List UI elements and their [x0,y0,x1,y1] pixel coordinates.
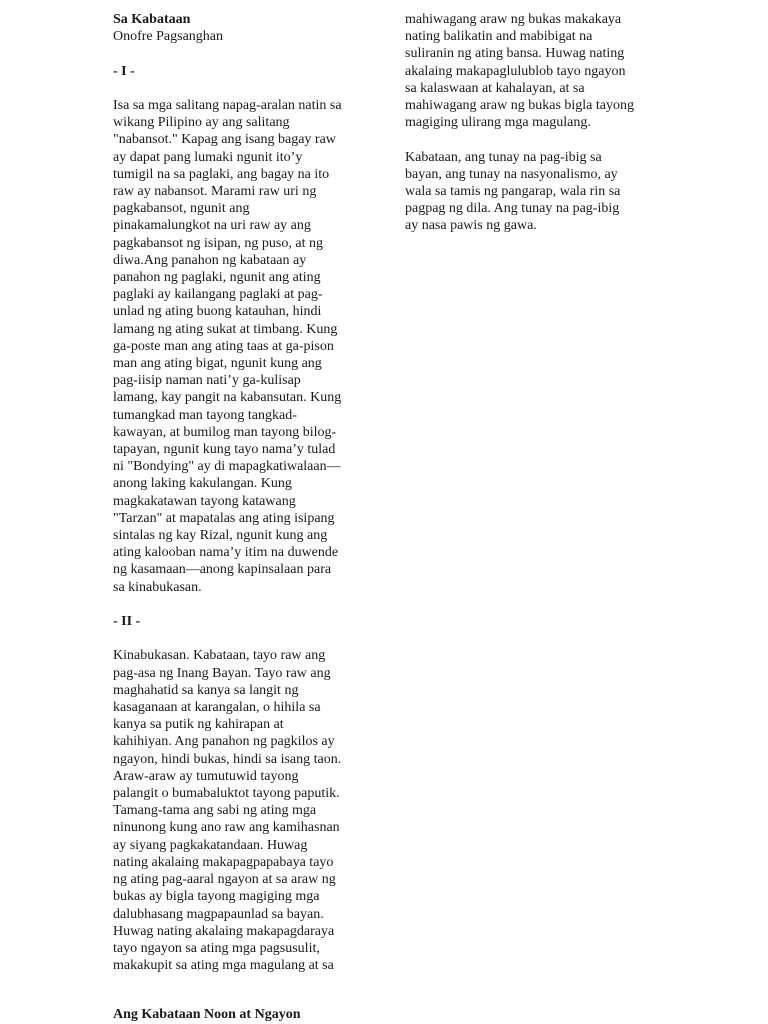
text-line: wikang Pilipino ay ang salitang [113,115,290,131]
right-paragraph-1 [405,11,657,131]
text-line: Huwag nating akalaing makapagdaraya [113,923,335,939]
next-article-heading: Ang Kabataan Noon at Ngayon [113,1007,301,1022]
text-line: makakupit sa ating mga magulang at sa [113,958,334,974]
text-line: "nabansot." Kapag ang isang bagay raw [113,132,336,148]
section-heading-1: - I - [113,63,135,79]
text-line: ninunong kung ano raw ang kamihasnan [113,820,340,836]
text-line: palangit o bumabaluktot tayong paputik. [113,786,340,802]
document-author: Onofre Pagsanghan [113,29,224,45]
text-line: Kabataan, ang tunay na pag-ibig sa [405,149,602,165]
text-line: bukas ay bigla tayong magiging mga [113,889,320,905]
text-line: mahiwagang araw ng bukas bigla tayong [405,98,634,114]
text-line: pagkabansot, ngunit ang [113,201,250,217]
text-line: ay nasa pawis ng gawa. [405,218,537,234]
text-line: kasaganaan at karangalan, o hihila sa [113,700,321,716]
text-line: pagpag ng dila. Ang tunay na pag-ibig [405,201,620,217]
text-line: sa kinabukasan. [113,579,202,595]
text-line: nating akalaing makapagpapabaya tayo [113,854,334,870]
text-line: wala sa tamis ng pangarap, wala rin sa [405,184,621,200]
text-line: Araw-araw ay tumutuwid tayong [113,768,299,784]
text-line: tumigil na sa paglaki, ang bagay na ito [113,166,330,182]
text-line: tumangkad man tayong tangkad- [113,407,297,423]
text-line: panahon ng paglaki, ngunit ang ating [113,270,321,286]
text-line: ngayon, hindi bukas, hindi sa isang taon. [113,751,342,767]
right-column [405,11,657,235]
section-1-paragraph [113,97,365,596]
text-line: ga-poste man ang ating taas at ga-pison [113,338,334,354]
text-line: mahiwagang araw ng bukas makakaya [405,12,622,27]
text-line: unlad ng ating buong katauhan, hindi [113,304,322,320]
text-line: ni "Bondying" ay di mapagkatiwalaan— [113,459,341,475]
text-line: magkakatawan tayong katawang [113,493,296,509]
text-line: ng kasamaan—anong kapinsalaan para [113,562,332,578]
right-paragraph-2 [405,149,657,235]
text-line: tayo ngayon sa ating mga pagsusulit, [113,940,320,956]
text-line: Kinabukasan. Kabataan, tayo raw ang [113,648,326,664]
text-line: suliranin ng ating bansa. Huwag nating [405,46,625,62]
text-line: pag-iisip naman nati’y ga-kulisap [113,373,301,389]
text-line: anong laking kakulangan. Kung [113,476,292,492]
text-line: kahihiyan. Ang panahon ng pagkilos ay [113,734,335,750]
text-line: man ang ating bigat, ngunit kung ang [113,356,322,372]
section-heading-2: - II - [113,614,141,630]
text-line: kawayan, at bumilog man tayong bilog- [113,424,337,440]
left-column [113,11,365,974]
text-line: ng ating pag-aaral ngayon at sa araw ng [113,872,336,888]
text-line: raw ay nabansot. Marami raw uri ng [113,184,317,199]
text-line: "Tarzan" at mapatalas ang ating isipang [113,510,335,526]
text-line: ay siyang pagkakatandaan. Huwag [113,837,308,853]
document-title: Sa Kabataan [113,12,191,27]
text-line: ay dapat pang lumaki ngunit ito’y [113,149,303,165]
section-2-paragraph [113,647,365,974]
text-line: lamang ng ating sukat at timbang. Kung [113,321,338,337]
text-line: bayan, ang tunay na nasyonalismo, ay [405,166,618,182]
text-line: pinakamalungkot na uri raw ay ang [113,218,311,234]
text-line: sintalas ng kay Rizal, ngunit kung ang [113,528,328,544]
text-line: pag-asa ng Inang Bayan. Tayo raw ang [113,665,331,681]
text-line: lamang, kay pangit na kabansutan. Kung [113,390,342,406]
text-line: Isa sa mga salitang napag-aralan natin sa [113,97,342,113]
text-line: paglaki ay kailangang paglaki at pag- [113,287,323,303]
text-line: magiging ulirang mga magulang. [405,115,591,131]
text-line: dalubhasang magpapaunlad sa bayan. [113,906,324,922]
text-line: Tamang-tama ang sabi ng ating mga [113,803,317,819]
text-line: akalaing makapaglulublob tayo ngayon [405,63,626,79]
text-line: pagkabansot ng isipan, ng puso, at ng [113,235,323,251]
text-line: ating kalooban nama’y itim na duwende [113,545,339,561]
text-line: kanya sa putik ng kahirapan at [113,717,284,733]
text-line: maghahatid sa kanya sa langit ng [113,682,299,698]
text-line: diwa.Ang panahon ng kabataan ay [113,252,307,268]
text-line: tapayan, ngunit kung tayo nama’y tulad [113,442,336,458]
text-line: nating balikatin and mabibigat na [405,29,593,45]
text-line: sa kalaswaan at kahalayan, at sa [405,80,585,96]
